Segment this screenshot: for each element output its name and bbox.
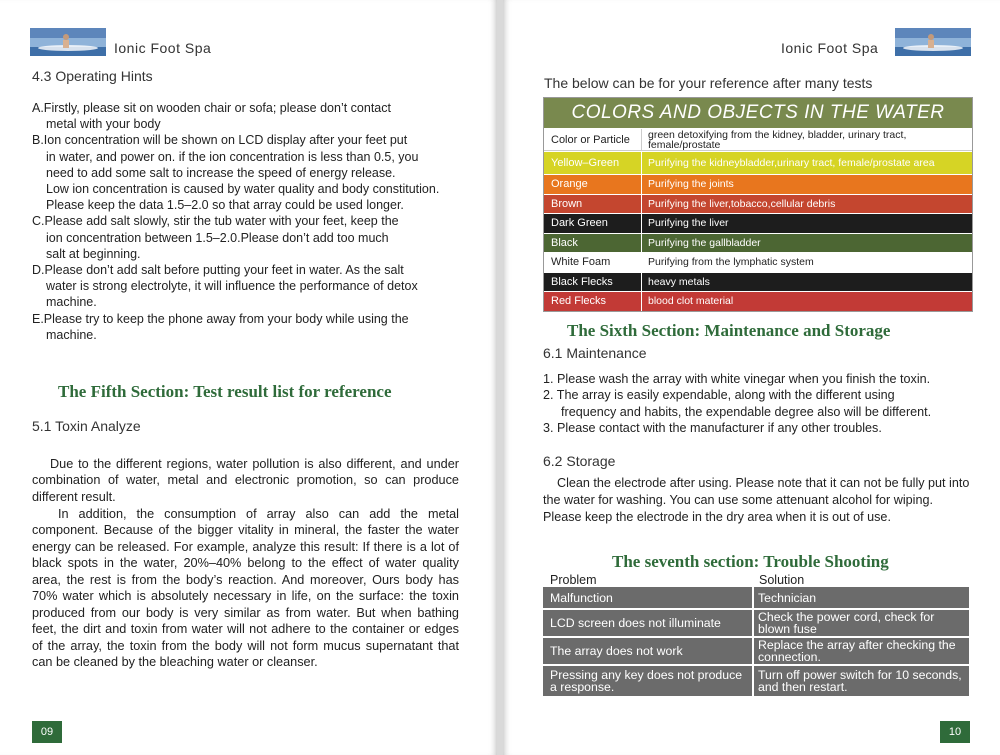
toxin-paragraph-1: Due to the different regions, water pollution is also different, and under combination of water, metal and electronic promotion, so can produce different result. — [32, 457, 459, 504]
header-spa-image — [30, 28, 106, 56]
problem-column-label: Problem — [550, 573, 597, 587]
hint-continuation-line: Low ion concentration is caused by water quality and body constitution. — [46, 182, 440, 196]
hint-item — [32, 100, 462, 132]
hint-first-line: A.Firstly, please sit on wooden chair or sofa; please don’t contact — [32, 101, 391, 115]
hint-continuation-line: metal with your body — [46, 117, 161, 132]
hint-continuation-line: machine. — [46, 295, 97, 310]
solution-column-label: Solution — [759, 573, 805, 587]
table-row — [544, 233, 972, 253]
table-row — [544, 252, 972, 272]
hint-continuation-line: ion concentration between 1.5–2.0.Please don’t add too much — [46, 230, 389, 245]
solution-cell: Check the power cord, check for blown fuse — [758, 610, 935, 636]
header-title: Ionic Foot Spa — [781, 40, 879, 56]
toxin-paragraph-2: In addition, the consumption of array also can add the metal component. Because of the bigger vitality in mineral, the faster the water energy can be released. For example, analyze this result: If there is a lot of black spots in the water, 20%–40% belong to the effect of water quality area, the rest is from the body’s reaction. And moreover, Ours body has 70% water which is absolutely necessary in life, on the surface: the toxin produced from our body is very similar as from water. But when bathing feet, the dirt and toxin from water will not adhere to the container or edges of the array, the toxin from the body will not form mucus supernatant that can be cleaned by the bleaching water or cleanser. — [32, 507, 459, 670]
color-cell: Black — [544, 234, 642, 253]
hint-item — [32, 132, 462, 213]
color-cell: Dark Green — [544, 214, 642, 233]
meaning-cell: Purifying the liver — [642, 214, 972, 233]
color-cell: Red Flecks — [544, 292, 642, 311]
hint-first-line: E.Please try to keep the phone away from your body while using the — [32, 311, 409, 326]
color-cell: Color or Particle — [544, 129, 642, 151]
storage-heading: 6.2 Storage — [543, 453, 616, 469]
fifth-section-title: The Fifth Section: Test result list for reference — [58, 382, 392, 401]
hint-continuation-line: water is strong electrolyte, it will influence the performance of detox — [46, 279, 418, 294]
meaning-cell: Purifying from the lymphatic system — [642, 253, 972, 272]
toxin-analyze-heading: 5.1 Toxin Analyze — [32, 418, 141, 434]
maintenance-list — [543, 371, 983, 436]
hint-continuation-line: in water, and power on. if the ion concentration is less than 0.5, you — [46, 149, 419, 164]
header-title: Ionic Foot Spa — [114, 40, 212, 56]
hint-continuation-line: machine. — [46, 327, 97, 342]
color-cell: Brown — [544, 195, 642, 214]
hint-first-line: C.Please add salt slowly, stir the tub water with your feet, keep the — [32, 214, 399, 229]
table-row — [544, 194, 972, 214]
page-number: 09 — [32, 721, 62, 743]
color-cell: Orange — [544, 175, 642, 194]
table-row — [543, 638, 969, 666]
page-number: 10 — [940, 721, 970, 743]
color-cell: White Foam — [544, 253, 642, 272]
hint-item — [32, 213, 462, 262]
meaning-cell: Purifying the kidneybladder,urinary tract, female/prostate area — [642, 152, 972, 174]
hint-item — [32, 262, 462, 311]
hint-item — [32, 311, 462, 343]
meaning-cell: blood clot material — [642, 292, 972, 311]
table-row — [543, 610, 969, 638]
table-row — [544, 291, 972, 311]
problem-cell: The array does not work — [543, 638, 754, 664]
header-spa-image — [895, 28, 971, 56]
meaning-cell: Purifying the liver,tobacco,cellular debris — [642, 195, 972, 214]
table-row — [544, 151, 972, 174]
table-row — [543, 587, 969, 610]
storage-text: Clean the electrode after using. Please note that it can not be fully put into the water for washing. You can use some attenuant alcohol for wiping. Please keep the electrode in the dry area when it is out of use. — [543, 476, 970, 524]
hint-continuation-line: need to add some salt to increase the speed of energy release. — [46, 165, 396, 180]
maintenance-item: 2. The array is easily expendable, along with the different using — [543, 388, 895, 403]
table-row — [544, 272, 972, 292]
color-cell: Black Flecks — [544, 273, 642, 292]
left-page — [0, 0, 497, 755]
meaning-cell: Purifying the joints — [642, 175, 972, 194]
hint-continuation-line: Please keep the data 1.5–2.0 so that array could be used longer. — [46, 198, 404, 213]
hint-first-line: B.Ion concentration will be shown on LCD display after your feet put — [32, 133, 408, 148]
color-cell: Yellow–Green — [544, 152, 642, 174]
table-row — [544, 174, 972, 194]
sixth-section-title: The Sixth Section: Maintenance and Storage — [567, 321, 891, 340]
solution-cell: Replace the array after checking the connection. — [758, 638, 956, 664]
solution-cell: Technician — [758, 590, 817, 605]
colors-table — [543, 97, 973, 312]
maintenance-item: 1. Please wash the array with white vinegar when you finish the toxin. — [543, 372, 931, 386]
hint-first-line: D.Please don’t add salt before putting your feet in water. As the salt — [32, 263, 404, 277]
right-page — [503, 0, 1000, 755]
maintenance-item: frequency and habits, the expendable degree also will be different. — [561, 404, 932, 419]
table-row — [544, 128, 972, 151]
meaning-cell: heavy metals — [642, 273, 972, 292]
problem-cell: LCD screen does not illuminate — [543, 610, 754, 636]
meaning-cell: green detoxifying from the kidney, bladder, urinary tract, female/prostate — [642, 129, 972, 151]
operating-hints-heading: 4.3 Operating Hints — [32, 68, 153, 84]
table-row — [543, 666, 969, 698]
colors-table-title: COLORS AND OBJECTS IN THE WATER — [544, 98, 972, 128]
table-row — [544, 213, 972, 233]
trouble-shooting-table — [543, 587, 969, 698]
problem-cell: Pressing any key does not produce a response. — [543, 666, 754, 696]
meaning-cell: Purifying the gallbladder — [642, 234, 972, 253]
seventh-section-title: The seventh section: Trouble Shooting — [612, 552, 889, 571]
maintenance-item: 3. Please contact with the manufacturer if any other troubles. — [543, 420, 882, 435]
hint-continuation-line: salt at beginning. — [46, 246, 141, 261]
maintenance-heading: 6.1 Maintenance — [543, 345, 647, 361]
problem-cell: Malfunction — [543, 587, 754, 608]
reference-intro: The below can be for your reference after many tests — [544, 75, 873, 91]
solution-cell: Turn off power switch for 10 seconds, and then restart. — [758, 668, 962, 694]
